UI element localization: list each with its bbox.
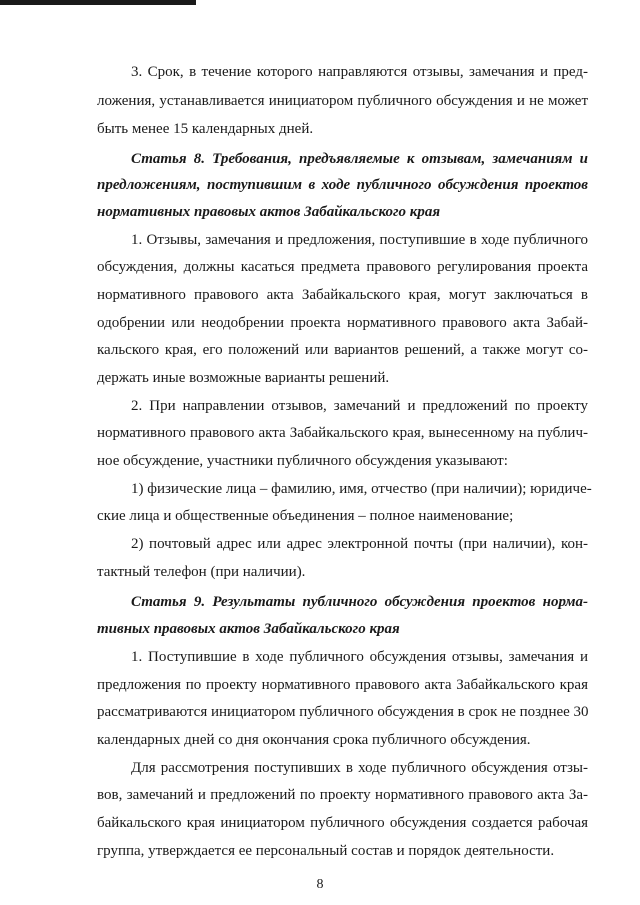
text-line: 2) почтовый адрес или адрес электронной почты (при наличии), кон- [131,536,588,552]
article-heading-line: Статья 9. Результаты публичного обсуждения проектов норма- [131,594,588,610]
text-line: быть менее 15 календарных дней. [97,121,314,137]
text-line: ложения, устанавливается инициатором публичного обсуждения и не может [97,93,588,109]
text-line: байкальского края инициатором публичного обсуждения создается рабочая [97,815,588,831]
text-line: тактный телефон (при наличии). [97,564,306,580]
text-line: 1. Поступившие в ходе публичного обсуждения отзывы, замечания и [131,649,588,665]
page-number: 8 [316,877,324,892]
top-rule [0,0,196,5]
article-heading-line: нормативных правовых актов Забайкальского края [97,204,441,220]
text-line: Для рассмотрения поступивших в ходе публичного обсуждения отзы- [131,760,588,776]
text-line: 2. При направлении отзывов, замечаний и предложений по проекту [131,398,588,414]
text-line: 1) физические лица – фамилию, имя, отчество (при наличии); юридиче- [131,481,592,497]
article-heading-line: тивных правовых актов Забайкальского края [97,621,400,637]
text-line: календарных дней со дня окончания срока публичного обсуждения. [97,732,531,748]
text-line: предложения по проекту нормативного правового акта Забайкальского края [97,677,588,693]
article-heading-line: предложениям, поступившим в ходе публичного обсуждения проектов [97,177,588,193]
article-heading-line: Статья 8. Требования, предъявляемые к отзывам, замечаниям и [131,151,588,167]
text-line: обсуждения, должны касаться предмета правового регулирования проекта [97,259,588,275]
text-line: 1. Отзывы, замечания и предложения, поступившие в ходе публичного [131,232,588,248]
text-line: рассматриваются инициатором публичного обсуждения в срок не позднее 30 [97,704,589,720]
text-line: ное обсуждение, участники публичного обсуждения указывают: [97,453,508,469]
text-line: держать иные возможные варианты решений. [97,370,390,386]
text-line: ские лица и общественные объединения – полное наименование; [97,508,514,524]
text-line: группа, утверждается ее персональный состав и порядок деятельности. [97,843,555,859]
text-line: нормативного правового акта Забайкальского края, могут заключаться в [97,287,588,303]
text-line: нормативного правового акта Забайкальского края, вынесенному на публич- [97,425,588,441]
text-line: 3. Срок, в течение которого направляются отзывы, замечания и пред- [131,64,588,80]
text-line: кальского края, его положений или вариантов решений, а также могут со- [97,342,588,358]
text-line: одобрении или неодобрении проекта нормативного правового акта Забай- [97,315,588,331]
text-line: вов, замечаний и предложений по проекту нормативного правового акта За- [97,787,588,803]
